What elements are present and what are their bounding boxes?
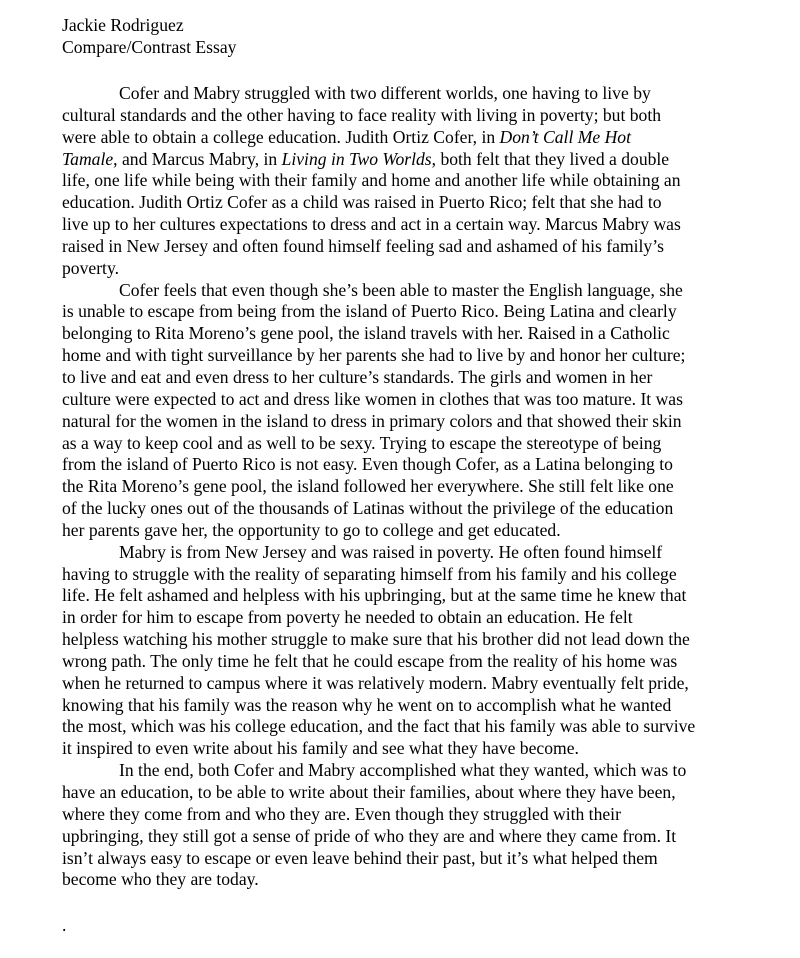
- paragraph-line: [62, 389, 752, 411]
- paragraph-line: [62, 454, 752, 476]
- text-run: the Rita Moreno’s gene pool, the island followed her everywhere. She still felt like one: [62, 476, 674, 497]
- paragraph-line: [62, 869, 752, 891]
- essay-header: [62, 15, 762, 59]
- text-run: it inspired to even write about his family and see what they have become.: [62, 738, 579, 759]
- essay-body: [62, 83, 752, 891]
- paragraph-line: [62, 323, 752, 345]
- text-run: isn’t always easy to escape or even leave behind their past, but it’s what helped them: [62, 847, 658, 868]
- text-run: have an education, to be able to write about their families, about where they have been,: [62, 782, 676, 802]
- paragraph-line: [62, 105, 752, 127]
- paragraph-line: [62, 476, 752, 498]
- paragraph-line: [62, 498, 752, 520]
- text-run: poverty.: [62, 257, 119, 278]
- author-name: Jackie Rodriguez: [62, 15, 184, 35]
- paragraph-line: [62, 716, 752, 738]
- text-run: the most, which was his college education, and the fact that his family was able to survive: [62, 716, 696, 737]
- text-run: belonging to Rita Moreno’s gene pool, the island travels with her. Raised in a Catholic: [62, 323, 670, 344]
- paragraph-line: [62, 149, 752, 171]
- text-run: to live and eat and even dress to her culture’s standards. The girls and women in her: [62, 366, 653, 387]
- text-run: is unable to escape from being from the island of Puerto Rico. Being Latina and clearly: [62, 301, 677, 322]
- paragraph-line: [62, 564, 752, 586]
- text-run: having to struggle with the reality of separating himself from his family and his college: [62, 563, 677, 584]
- paragraph-line: [62, 673, 752, 695]
- text-run: in order for him to escape from poverty he needed to obtain an education. He felt: [62, 607, 633, 628]
- text-run: where they come from and who they are. Even though they struggled with their: [62, 803, 621, 824]
- paragraph-line: [62, 826, 752, 848]
- text-run: Mabry is from New Jersey and was raised in poverty. He often found himself: [119, 541, 663, 562]
- paragraph-line: [62, 192, 752, 214]
- text-run: as a way to keep cool and as well to be sexy. Trying to escape the stereotype of being: [62, 432, 662, 453]
- paragraph-line: [62, 695, 752, 717]
- paragraph-line: [62, 170, 752, 192]
- paragraph-line: [62, 433, 752, 455]
- paragraph-line: [62, 542, 752, 564]
- text-run: life. He felt ashamed and helpless with his upbringing, but at the same time he knew that: [62, 585, 687, 606]
- assignment-title: Compare/Contrast Essay: [62, 36, 237, 57]
- paragraph-line: [62, 280, 752, 302]
- text-run: education. Judith Ortiz Cofer as a child was raised in Puerto Rico; felt that she had to: [62, 192, 662, 213]
- paragraph-line: [62, 629, 752, 651]
- text-run: of the lucky ones out of the thousands of Latinas without the privilege of the education: [62, 498, 674, 519]
- essay-paragraph: [62, 542, 752, 760]
- paragraph-line: [62, 651, 752, 673]
- text-run: wrong path. The only time he felt that he could escape from the reality of his home was: [62, 650, 678, 671]
- paragraph-line: [62, 127, 752, 149]
- text-run: , and Marcus Mabry, in: [113, 148, 282, 169]
- text-run: live up to her cultures expectations to dress and act in a certain way. Marcus Mabry was: [62, 214, 681, 235]
- text-run: upbringing, they still got a sense of pride of who they are and where they came from. It: [62, 825, 677, 846]
- paragraph-line: [62, 585, 752, 607]
- text-run: culture were expected to act and dress like women in clothes that was too mature. It was: [62, 388, 683, 409]
- text-run: life, one life while being with their family and home and another life while obtaining an: [62, 170, 681, 191]
- paragraph-line: [62, 83, 752, 105]
- work-title: Don’t Call Me Hot: [499, 126, 631, 147]
- paragraph-line: [62, 258, 752, 280]
- text-run: were able to obtain a college education. Judith Ortiz Cofer, in: [62, 126, 500, 147]
- work-title: Living in Two Worlds: [281, 148, 432, 169]
- text-run: raised in New Jersey and often found himself feeling sad and ashamed of his family’s: [62, 235, 664, 256]
- work-title: Tamale: [62, 148, 114, 169]
- text-run: helpless watching his mother struggle to make sure that his brother did not lead down the: [62, 629, 690, 650]
- text-run: home and with tight surveillance by her parents she had to live by and honor her culture;: [62, 345, 686, 366]
- paragraph-line: [62, 367, 752, 389]
- paragraph-line: [62, 804, 752, 826]
- paragraph-line: [62, 520, 752, 542]
- paragraph-line: [62, 848, 752, 870]
- paragraph-line: [62, 782, 752, 804]
- paragraph-line: [62, 738, 752, 760]
- text-run: In the end, both Cofer and Mabry accomplished what they wanted, which was to: [119, 760, 687, 781]
- paragraph-line: [62, 301, 752, 323]
- text-run: Cofer and Mabry struggled with two different worlds, one having to live by: [119, 83, 651, 103]
- text-run: from the island of Puerto Rico is not easy. Even though Cofer, as a Latina belonging to: [62, 454, 673, 475]
- text-run: knowing that his family was the reason why he went on to accomplish what he wanted: [62, 694, 672, 715]
- text-run: when he returned to campus where it was relatively modern. Mabry eventually felt pride,: [62, 672, 689, 693]
- essay-paragraph: [62, 760, 752, 891]
- trailing-period: .: [62, 915, 67, 935]
- paragraph-line: [62, 607, 752, 629]
- paragraph-line: [62, 236, 752, 258]
- text-run: , both felt that they lived a double: [431, 148, 670, 169]
- paragraph-line: [62, 411, 752, 433]
- paragraph-line: [62, 760, 752, 782]
- essay-paragraph: [62, 83, 752, 280]
- paragraph-line: [62, 214, 752, 236]
- text-run: Cofer feels that even though she’s been able to master the English language, she: [119, 279, 683, 300]
- text-run: become who they are today.: [62, 869, 259, 890]
- essay-paragraph: [62, 280, 752, 542]
- text-run: her parents gave her, the opportunity to go to college and get educated.: [62, 519, 561, 540]
- text-run: natural for the women in the island to dress in primary colors and that showed their skin: [62, 410, 682, 431]
- text-run: cultural standards and the other having to face reality with living in poverty; but both: [62, 104, 662, 125]
- paragraph-line: [62, 345, 752, 367]
